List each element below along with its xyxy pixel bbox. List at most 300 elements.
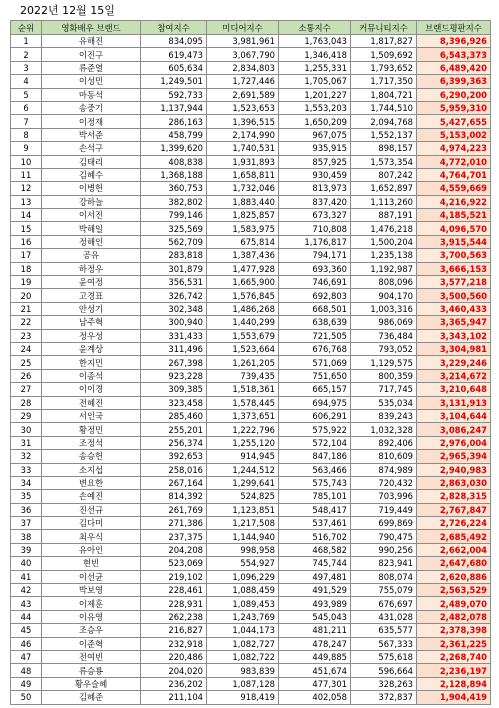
cell-rank: 12 [11, 182, 42, 195]
table-row [11, 235, 491, 248]
cell-brand: 송중기 [42, 101, 141, 114]
cell-brand: 하정우 [42, 262, 141, 275]
cell-brand: 안성기 [42, 302, 141, 315]
header-community: 커뮤니티지수 [351, 21, 417, 35]
cell-brand: 윤여정 [42, 276, 141, 289]
cell-participation: 834,095 [141, 35, 207, 48]
cell-communication: 638,639 [279, 316, 351, 329]
cell-rank: 41 [11, 570, 42, 583]
table-row [11, 61, 491, 74]
cell-brand-index: 8,396,926 [417, 35, 491, 48]
table-row [11, 677, 491, 690]
cell-media: 1,931,893 [207, 155, 279, 168]
cell-participation: 523,069 [141, 557, 207, 570]
cell-media: 1,396,515 [207, 115, 279, 128]
cell-brand-index: 3,915,544 [417, 235, 491, 248]
cell-brand-index: 3,343,102 [417, 329, 491, 342]
table-row [11, 557, 491, 570]
cell-rank: 48 [11, 664, 42, 677]
cell-brand-index: 3,460,433 [417, 302, 491, 315]
cell-brand-index: 2,361,225 [417, 637, 491, 650]
cell-rank: 34 [11, 476, 42, 489]
cell-communication: 847,186 [279, 450, 351, 463]
cell-participation: 216,827 [141, 624, 207, 637]
table-row [11, 409, 491, 422]
cell-community: 1,744,510 [351, 101, 417, 114]
cell-media: 1,082,722 [207, 650, 279, 663]
cell-participation: 228,461 [141, 584, 207, 597]
table-row [11, 664, 491, 677]
cell-rank: 37 [11, 517, 42, 530]
cell-media: 1,518,361 [207, 383, 279, 396]
cell-community: 676,697 [351, 597, 417, 610]
cell-community: 808,096 [351, 276, 417, 289]
cell-brand: 전여빈 [42, 650, 141, 663]
cell-rank: 44 [11, 610, 42, 623]
cell-brand-index: 4,764,701 [417, 168, 491, 181]
cell-communication: 935,915 [279, 142, 351, 155]
cell-media: 1,144,940 [207, 530, 279, 543]
cell-rank: 33 [11, 463, 42, 476]
cell-brand-index: 2,828,315 [417, 490, 491, 503]
cell-brand: 이이경 [42, 383, 141, 396]
cell-communication: 1,176,817 [279, 235, 351, 248]
cell-communication: 751,650 [279, 369, 351, 382]
cell-community: 887,191 [351, 209, 417, 222]
cell-media: 1,576,845 [207, 289, 279, 302]
cell-brand: 한지민 [42, 356, 141, 369]
cell-participation: 219,102 [141, 570, 207, 583]
cell-participation: 799,146 [141, 209, 207, 222]
cell-communication: 857,925 [279, 155, 351, 168]
cell-communication: 497,481 [279, 570, 351, 583]
cell-community: 1,804,721 [351, 88, 417, 101]
cell-participation: 1,137,944 [141, 101, 207, 114]
cell-rank: 3 [11, 61, 42, 74]
cell-rank: 45 [11, 624, 42, 637]
cell-community: 1,032,328 [351, 423, 417, 436]
cell-communication: 606,291 [279, 409, 351, 422]
cell-brand-index: 6,543,373 [417, 48, 491, 61]
cell-communication: 710,808 [279, 222, 351, 235]
table-row [11, 209, 491, 222]
cell-brand-index: 4,559,669 [417, 182, 491, 195]
cell-communication: 516,702 [279, 530, 351, 543]
cell-media: 1,825,857 [207, 209, 279, 222]
cell-community: 793,052 [351, 342, 417, 355]
cell-community: 635,577 [351, 624, 417, 637]
cell-communication: 1,201,227 [279, 88, 351, 101]
table-row [11, 463, 491, 476]
cell-brand: 마동석 [42, 88, 141, 101]
table-row [11, 222, 491, 235]
cell-media: 2,834,803 [207, 61, 279, 74]
cell-brand-index: 3,577,218 [417, 276, 491, 289]
cell-brand: 유해진 [42, 35, 141, 48]
cell-brand-index: 4,974,223 [417, 142, 491, 155]
cell-media: 1,658,811 [207, 168, 279, 181]
cell-community: 810,609 [351, 450, 417, 463]
cell-brand: 류승룡 [42, 664, 141, 677]
cell-participation: 360,753 [141, 182, 207, 195]
cell-brand-index: 3,304,981 [417, 342, 491, 355]
cell-community: 328,263 [351, 677, 417, 690]
cell-participation: 325,569 [141, 222, 207, 235]
cell-brand: 박해일 [42, 222, 141, 235]
cell-communication: 746,691 [279, 276, 351, 289]
cell-participation: 392,653 [141, 450, 207, 463]
cell-brand: 이준혁 [42, 637, 141, 650]
cell-community: 736,484 [351, 329, 417, 342]
cell-community: 839,243 [351, 409, 417, 422]
cell-rank: 32 [11, 450, 42, 463]
cell-brand-index: 2,685,492 [417, 530, 491, 543]
cell-brand-index: 2,647,680 [417, 557, 491, 570]
cell-community: 990,256 [351, 543, 417, 556]
cell-communication: 477,301 [279, 677, 351, 690]
cell-brand-index: 3,210,648 [417, 383, 491, 396]
cell-communication: 402,058 [279, 691, 351, 704]
cell-rank: 17 [11, 249, 42, 262]
cell-brand: 김태리 [42, 155, 141, 168]
cell-community: 431,028 [351, 610, 417, 623]
cell-participation: 382,802 [141, 195, 207, 208]
cell-communication: 1,346,418 [279, 48, 351, 61]
cell-community: 1,113,260 [351, 195, 417, 208]
cell-media: 1,440,299 [207, 316, 279, 329]
cell-media: 1,123,851 [207, 503, 279, 516]
table-row [11, 383, 491, 396]
cell-rank: 23 [11, 329, 42, 342]
table-row [11, 584, 491, 597]
cell-participation: 237,375 [141, 530, 207, 543]
cell-participation: 408,838 [141, 155, 207, 168]
cell-participation: 300,940 [141, 316, 207, 329]
cell-brand: 소지섭 [42, 463, 141, 476]
cell-media: 998,958 [207, 543, 279, 556]
cell-brand-index: 1,904,419 [417, 691, 491, 704]
cell-brand-index: 5,427,655 [417, 115, 491, 128]
cell-participation: 562,709 [141, 235, 207, 248]
cell-community: 719,449 [351, 503, 417, 516]
cell-media: 914,945 [207, 450, 279, 463]
cell-participation: 220,486 [141, 650, 207, 663]
cell-rank: 24 [11, 342, 42, 355]
cell-brand: 이진구 [42, 48, 141, 61]
cell-brand-index: 2,489,070 [417, 597, 491, 610]
cell-community: 1,652,897 [351, 182, 417, 195]
cell-brand-index: 2,268,740 [417, 650, 491, 663]
cell-brand-index: 2,378,398 [417, 624, 491, 637]
cell-rank: 13 [11, 195, 42, 208]
cell-communication: 673,327 [279, 209, 351, 222]
header-media: 미디어지수 [207, 21, 279, 35]
cell-participation: 261,769 [141, 503, 207, 516]
table-row [11, 35, 491, 48]
table-body [11, 35, 491, 705]
cell-brand-index: 4,096,570 [417, 222, 491, 235]
cell-rank: 20 [11, 289, 42, 302]
cell-participation: 232,918 [141, 637, 207, 650]
cell-communication: 572,104 [279, 436, 351, 449]
cell-brand: 유아인 [42, 543, 141, 556]
cell-brand-index: 2,976,004 [417, 436, 491, 449]
cell-media: 1,089,453 [207, 597, 279, 610]
cell-media: 1,255,120 [207, 436, 279, 449]
cell-community: 800,359 [351, 369, 417, 382]
report-date: 2022년 12월 15일 [20, 4, 115, 17]
cell-community: 575,618 [351, 650, 417, 663]
cell-community: 2,094,768 [351, 115, 417, 128]
cell-media: 1,740,531 [207, 142, 279, 155]
cell-brand: 정우성 [42, 329, 141, 342]
cell-rank: 14 [11, 209, 42, 222]
cell-participation: 286,163 [141, 115, 207, 128]
cell-community: 892,406 [351, 436, 417, 449]
cell-rank: 35 [11, 490, 42, 503]
cell-communication: 545,043 [279, 610, 351, 623]
cell-community: 1,509,692 [351, 48, 417, 61]
cell-participation: 356,531 [141, 276, 207, 289]
cell-brand-index: 6,489,420 [417, 61, 491, 74]
cell-communication: 537,461 [279, 517, 351, 530]
cell-communication: 813,973 [279, 182, 351, 195]
cell-participation: 262,238 [141, 610, 207, 623]
cell-brand: 정해인 [42, 235, 141, 248]
cell-rank: 11 [11, 168, 42, 181]
cell-media: 524,825 [207, 490, 279, 503]
cell-rank: 50 [11, 691, 42, 704]
cell-media: 3,067,790 [207, 48, 279, 61]
table-row [11, 168, 491, 181]
table-row [11, 624, 491, 637]
cell-communication: 491,529 [279, 584, 351, 597]
cell-participation: 211,104 [141, 691, 207, 704]
cell-brand: 이서진 [42, 209, 141, 222]
cell-media: 1,553,679 [207, 329, 279, 342]
cell-rank: 42 [11, 584, 42, 597]
cell-participation: 619,473 [141, 48, 207, 61]
cell-brand-index: 5,153,002 [417, 128, 491, 141]
cell-participation: 814,392 [141, 490, 207, 503]
table-row [11, 289, 491, 302]
cell-media: 1,088,459 [207, 584, 279, 597]
cell-brand-index: 2,767,847 [417, 503, 491, 516]
cell-participation: 458,799 [141, 128, 207, 141]
cell-communication: 575,922 [279, 423, 351, 436]
cell-rank: 26 [11, 369, 42, 382]
cell-brand-index: 6,399,363 [417, 75, 491, 88]
cell-brand: 진선규 [42, 503, 141, 516]
cell-brand-index: 4,772,010 [417, 155, 491, 168]
cell-media: 1,578,445 [207, 396, 279, 409]
cell-communication: 785,101 [279, 490, 351, 503]
cell-media: 1,732,046 [207, 182, 279, 195]
cell-community: 535,034 [351, 396, 417, 409]
table-row [11, 75, 491, 88]
cell-participation: 311,496 [141, 342, 207, 355]
cell-media: 1,244,512 [207, 463, 279, 476]
table-row [11, 342, 491, 355]
cell-community: 717,745 [351, 383, 417, 396]
cell-brand: 황정민 [42, 423, 141, 436]
cell-participation: 1,399,620 [141, 142, 207, 155]
cell-brand: 이유영 [42, 610, 141, 623]
cell-rank: 31 [11, 436, 42, 449]
cell-brand-index: 5,959,310 [417, 101, 491, 114]
cell-communication: 481,211 [279, 624, 351, 637]
cell-rank: 29 [11, 409, 42, 422]
cell-brand-index: 3,214,672 [417, 369, 491, 382]
cell-community: 1,793,652 [351, 61, 417, 74]
table-row [11, 637, 491, 650]
cell-brand: 박보영 [42, 584, 141, 597]
cell-media: 1,096,229 [207, 570, 279, 583]
cell-rank: 9 [11, 142, 42, 155]
cell-brand-index: 3,086,247 [417, 423, 491, 436]
cell-brand: 이선균 [42, 570, 141, 583]
cell-media: 3,981,961 [207, 35, 279, 48]
cell-brand: 황우슬혜 [42, 677, 141, 690]
cell-communication: 449,885 [279, 650, 351, 663]
brand-ranking-table [10, 20, 491, 705]
cell-rank: 4 [11, 75, 42, 88]
cell-communication: 548,417 [279, 503, 351, 516]
table-row [11, 249, 491, 262]
cell-brand-index: 2,620,886 [417, 570, 491, 583]
table-row [11, 115, 491, 128]
cell-community: 898,157 [351, 142, 417, 155]
cell-participation: 326,742 [141, 289, 207, 302]
cell-participation: 283,818 [141, 249, 207, 262]
cell-brand: 김다미 [42, 517, 141, 530]
table-row [11, 88, 491, 101]
cell-brand: 박서준 [42, 128, 141, 141]
header-brand-index: 브랜드평판지수 [417, 21, 491, 35]
table-row [11, 356, 491, 369]
cell-brand: 현빈 [42, 557, 141, 570]
cell-brand: 이정재 [42, 115, 141, 128]
cell-rank: 2 [11, 48, 42, 61]
cell-brand: 이제훈 [42, 597, 141, 610]
cell-brand-index: 2,726,224 [417, 517, 491, 530]
cell-brand: 변요한 [42, 476, 141, 489]
table-row [11, 195, 491, 208]
cell-participation: 301,879 [141, 262, 207, 275]
cell-media: 1,243,769 [207, 610, 279, 623]
cell-media: 1,387,436 [207, 249, 279, 262]
table-row [11, 597, 491, 610]
table-row [11, 48, 491, 61]
cell-brand: 강하늘 [42, 195, 141, 208]
table-row [11, 650, 491, 663]
cell-communication: 693,360 [279, 262, 351, 275]
cell-participation: 323,458 [141, 396, 207, 409]
table-row [11, 570, 491, 583]
cell-rank: 19 [11, 276, 42, 289]
cell-rank: 39 [11, 543, 42, 556]
cell-participation: 236,202 [141, 677, 207, 690]
table-row [11, 517, 491, 530]
cell-rank: 8 [11, 128, 42, 141]
cell-participation: 285,460 [141, 409, 207, 422]
cell-communication: 694,975 [279, 396, 351, 409]
cell-media: 1,665,900 [207, 276, 279, 289]
cell-brand: 손석구 [42, 142, 141, 155]
cell-communication: 794,171 [279, 249, 351, 262]
table-row [11, 369, 491, 382]
cell-brand-index: 3,104,644 [417, 409, 491, 422]
cell-media: 675,814 [207, 235, 279, 248]
cell-communication: 1,763,043 [279, 35, 351, 48]
cell-brand: 이종석 [42, 369, 141, 382]
cell-community: 703,996 [351, 490, 417, 503]
cell-brand: 조승우 [42, 624, 141, 637]
cell-community: 1,192,987 [351, 262, 417, 275]
table-row [11, 503, 491, 516]
table-row [11, 142, 491, 155]
cell-community: 874,989 [351, 463, 417, 476]
cell-communication: 1,255,331 [279, 61, 351, 74]
cell-community: 1,500,204 [351, 235, 417, 248]
cell-participation: 204,020 [141, 664, 207, 677]
cell-community: 1,235,138 [351, 249, 417, 262]
cell-communication: 665,157 [279, 383, 351, 396]
cell-participation: 592,733 [141, 88, 207, 101]
cell-communication: 668,501 [279, 302, 351, 315]
cell-media: 918,419 [207, 691, 279, 704]
cell-participation: 258,016 [141, 463, 207, 476]
cell-participation: 309,385 [141, 383, 207, 396]
cell-rank: 1 [11, 35, 42, 48]
cell-brand-index: 2,662,004 [417, 543, 491, 556]
table-row [11, 302, 491, 315]
cell-participation: 302,348 [141, 302, 207, 315]
cell-brand-index: 2,940,983 [417, 463, 491, 476]
cell-community: 986,069 [351, 316, 417, 329]
cell-brand-index: 3,365,947 [417, 316, 491, 329]
cell-communication: 563,466 [279, 463, 351, 476]
cell-brand: 손예진 [42, 490, 141, 503]
cell-media: 1,082,727 [207, 637, 279, 650]
cell-brand: 전혜진 [42, 396, 141, 409]
cell-brand-index: 3,666,153 [417, 262, 491, 275]
cell-community: 720,432 [351, 476, 417, 489]
cell-rank: 5 [11, 88, 42, 101]
cell-community: 807,242 [351, 168, 417, 181]
table-row [11, 276, 491, 289]
cell-media: 1,044,173 [207, 624, 279, 637]
cell-brand-index: 3,700,563 [417, 249, 491, 262]
table-row [11, 155, 491, 168]
cell-participation: 267,164 [141, 476, 207, 489]
cell-community: 1,717,350 [351, 75, 417, 88]
cell-brand: 송승헌 [42, 450, 141, 463]
cell-communication: 692,803 [279, 289, 351, 302]
cell-brand: 조정석 [42, 436, 141, 449]
cell-community: 755,079 [351, 584, 417, 597]
cell-rank: 25 [11, 356, 42, 369]
table-row [11, 476, 491, 489]
cell-rank: 16 [11, 235, 42, 248]
cell-brand: 김혜준 [42, 691, 141, 704]
cell-communication: 721,505 [279, 329, 351, 342]
cell-communication: 837,420 [279, 195, 351, 208]
cell-rank: 36 [11, 503, 42, 516]
header-participation: 참여지수 [141, 21, 207, 35]
cell-rank: 15 [11, 222, 42, 235]
cell-community: 808,074 [351, 570, 417, 583]
